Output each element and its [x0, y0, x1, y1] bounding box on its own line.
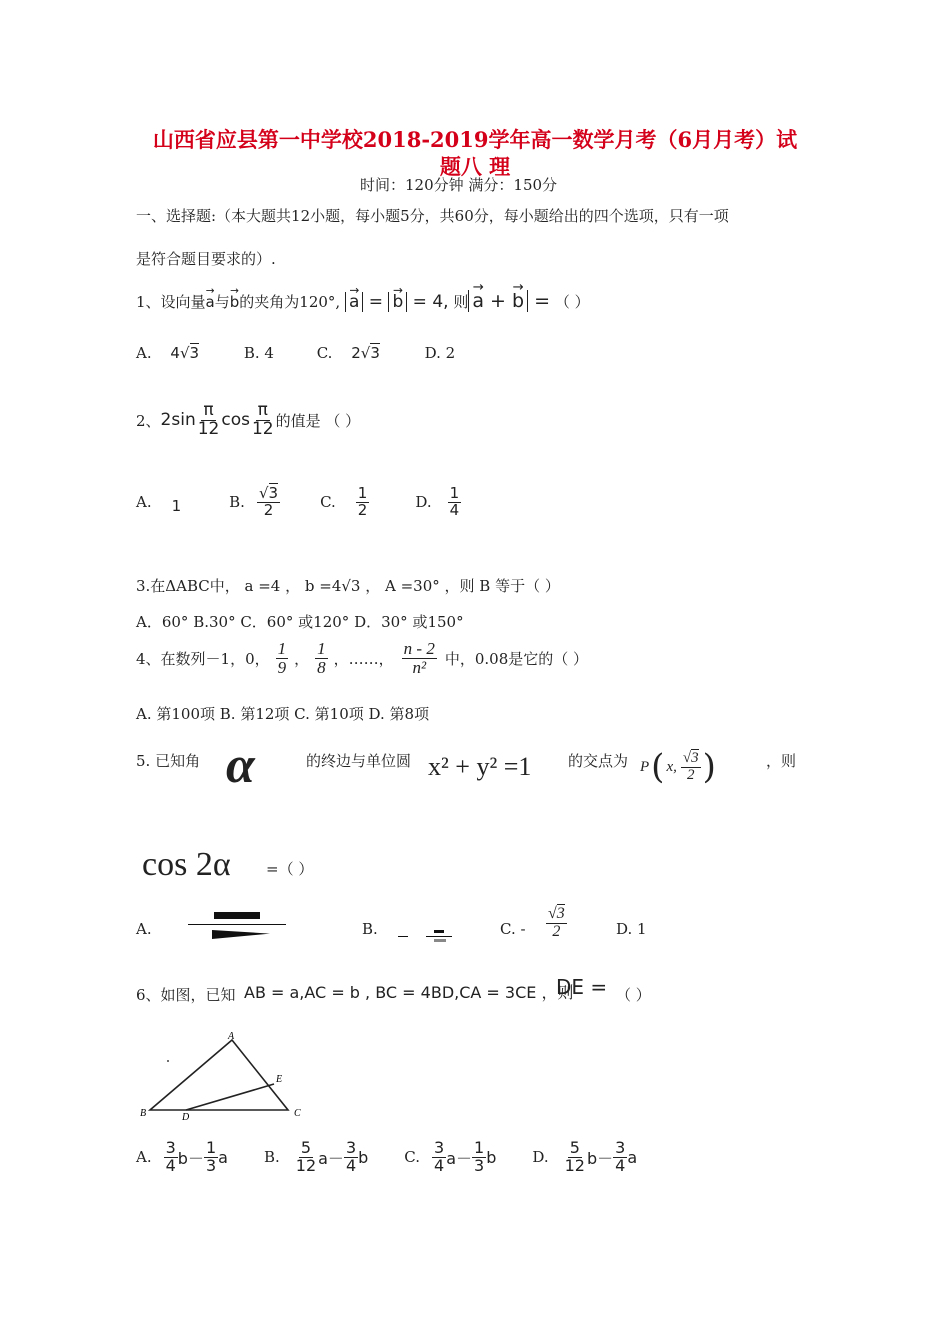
question-5-mid: 的终边与单位圆	[306, 752, 412, 770]
point-p: P ( x, $\frac{√3}{2}$ )	[640, 747, 716, 787]
question-4: 4、在数列－1，0， $\frac{1}{9}$ ， $\frac{1}{8}$ ，……， $\frac{n - 2}{\text{n²}}$ 中，0.08是它的（ ）	[136, 639, 589, 677]
question-4-options: A. 第100项 B. 第12项 C. 第10项 D. 第8项	[136, 705, 430, 723]
q1-option-b: B. 4	[243, 344, 274, 362]
triangle-figure	[136, 1028, 316, 1124]
question-6-paren: （ ）	[616, 986, 651, 1004]
stray-dot	[167, 1060, 169, 1062]
point-e: E	[276, 1074, 283, 1085]
question-5-eq: =（ ）	[266, 860, 314, 878]
alpha-symbol: α	[226, 737, 255, 794]
q1-option-c-value: 2√3	[351, 344, 380, 362]
q5-option-b-value	[398, 926, 458, 946]
point-d: D	[182, 1112, 190, 1123]
q5-option-d: D. 1	[616, 920, 647, 938]
vertex-a: A	[228, 1031, 235, 1042]
question-1: 1、设向量→ a与→ b的夹角为120°, → a = → b = 4, 则→ a + → b = （ ）	[136, 290, 590, 312]
question-6-options: A. $\frac{3}{4}$ b－ $\frac{1}{3}$ a B. $\frac{5}{12}$ a－ $\frac{3}{4}$ b C. $\frac{3}{4}$ a－ $\frac{1}{3}$ b D. $\frac{5}{12}$ b－ $\frac{3}{4}$ a	[136, 1138, 638, 1175]
unit-circle-equation: x² + y² =1	[428, 752, 532, 781]
question-3-options: A．60° B.30° C．60° 或120° D．30° 或150°	[136, 613, 464, 631]
vertex-c: C	[294, 1108, 301, 1119]
q1-option-d: D. 2	[424, 344, 456, 362]
question-1-options	[136, 344, 455, 362]
exam-title-line1: 山西省应县第一中学校2018-2019学年高一数学月考（6月月考）试	[152, 127, 798, 152]
question-6-lead: 6、如图，已知	[136, 986, 236, 1004]
question-5-then: ，则	[766, 752, 797, 770]
section-intro-line2: 是符合题目要求的）.	[136, 250, 276, 268]
question-5-meet: 的交点为	[568, 752, 629, 770]
exam-meta: 时间：120分钟 满分：150分	[360, 176, 558, 194]
q5-option-b-label: B.	[362, 920, 378, 938]
q5-option-c-label: C. -	[500, 920, 526, 938]
q5-option-c-value: $\frac{√3}{2}$	[548, 905, 565, 940]
q1-option-a-label: A.	[136, 344, 152, 362]
exam-title-line2: 题八 理	[439, 154, 511, 179]
question-6-ask: DE =	[556, 975, 608, 999]
q1-option-c-label: C.	[316, 344, 333, 362]
question-5-lead: 5. 已知角	[136, 752, 201, 770]
question-6-condition: AB = a,AC = b , BC = 4BD,CA = 3CE ，则	[244, 983, 574, 1002]
q5-option-a-value	[188, 904, 286, 948]
q1-option-a-value: 4√3	[170, 344, 200, 362]
vertex-b: B	[140, 1108, 147, 1119]
section-intro-line1: 一、选择题:（本大题共12小题，每小题5分，共60分，每小题给出的四个选项，只有一项	[136, 207, 729, 225]
question-3: 3.在ΔABC中， a =4 ， b =4√3 ， A =30° ，则 B 等于（ ）	[136, 577, 560, 595]
q5-option-a-label: A.	[136, 920, 152, 938]
question-2-options: A. 1 B. $\frac{√3}{2}$ C. $\frac{1}{2}$ D. $\frac{1}{4}$	[136, 484, 460, 519]
segment-de	[186, 1084, 274, 1110]
question-2: 2、 2sin $\frac{\pi}{12}$ cos $\frac{\pi}{12}$ 的值是 （ ）	[136, 400, 361, 439]
cos-2alpha: cos 2α	[142, 846, 231, 883]
